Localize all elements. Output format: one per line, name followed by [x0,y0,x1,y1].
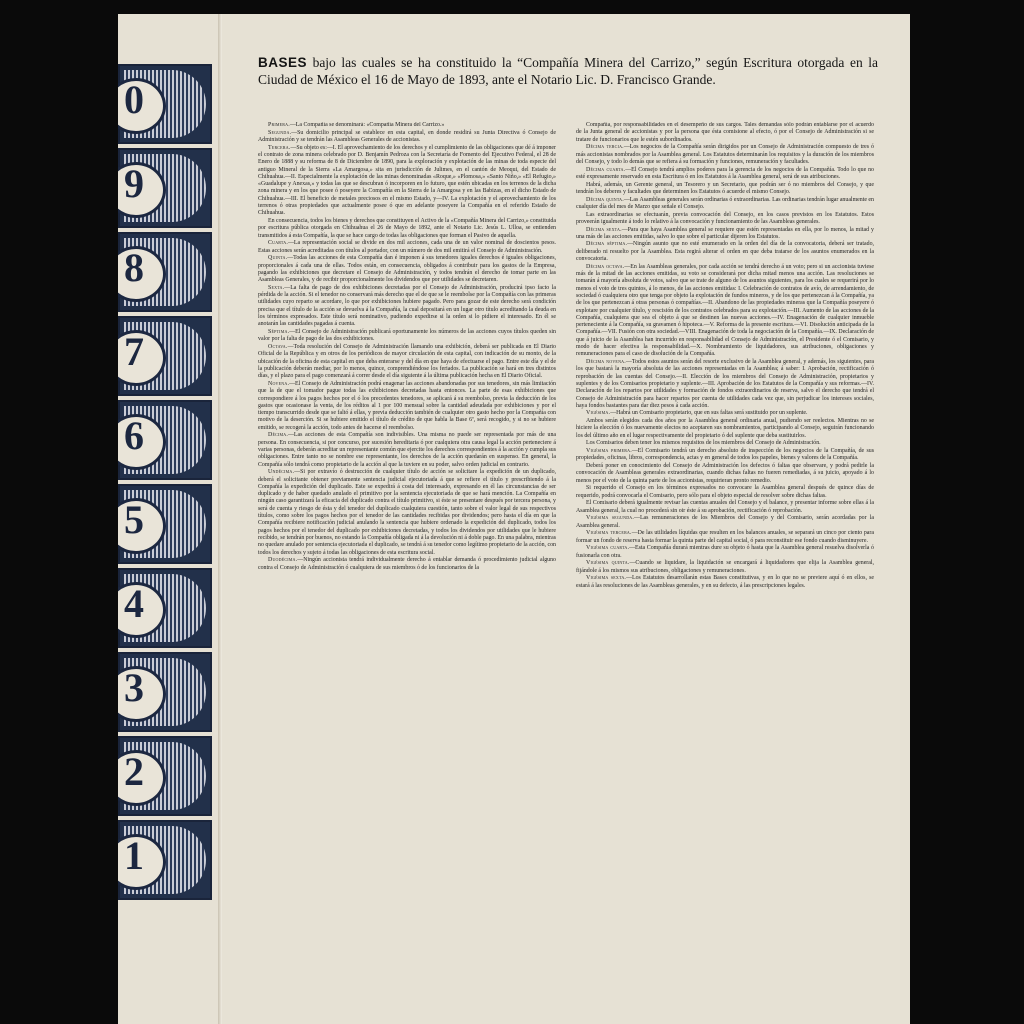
clause-paragraph [576,264,874,359]
clause-heading: Décima novena. [586,359,626,366]
clause-heading: Segunda. [268,129,292,136]
clause-text: —Los negocios de la Compañía serán dirigidos por un Consejo de Administración compuesto de tres ó más accionistas nombrados por la Asamblea general. Los Estatutos determinarán los requisitos y la duración de los miembros del Consejo, y todo lo demás que se refiera á su formación y funciones, remuneración y facultades. [576,144,874,165]
clause-heading: Décima octava. [586,263,625,270]
clause-text: —Habrá un Comisario propietario, que en sus faltas será sustituido por un suplente. [610,410,808,417]
coupon-0 [118,64,212,144]
clause-heading: Décima séptima. [586,241,628,248]
clause-heading: Tercera. [268,144,291,151]
clause-paragraph [576,530,874,545]
document-title [258,54,878,88]
coupon-6 [118,400,212,480]
clause-text: —Para que haya Asamblea general se requiere que estén representadas en ella, por lo menos, la mitad y una más de las acciones emitidas, salvo lo que sobre el particular dijeren los Estatutos. [576,226,874,240]
clause-paragraph [576,197,874,212]
clause-paragraph [258,240,556,255]
clause-paragraph [576,440,874,447]
clause-text: Deberá poner en conocimiento del Consejo de Administración los defectos ó faltas que observare, y podrá pedirle la convocación de Asambleas generales extraordinarias, cuando dichas faltas no fueren remediadas, á su juicio, apoyado á lo menos por el voto de la quinta parte de los accionistas, requirieran pronto remedio. [576,463,874,484]
clause-paragraph [576,545,874,560]
clause-heading: Vigésima cuarta. [586,545,630,552]
coupon-number: 4 [124,581,144,626]
clause-text: —Las Asambleas generales serán ordinarias ó extraordinarias. Las ordinarias tendrán lugar anualmente en cualquier día del mes de Marzo que señale el Consejo. [576,196,874,210]
clause-text: —La falta de pago de dos exhibiciones decretadas por el Consejo de Administración, producirá ipso facto la pérdida de la acción. Si el tenedor no conservará más derecho que el de que se le reembolse por la Compañía con las primeras utilidades cuyo reparto se acordare, lo que por exhibiciones hubiere pagado. Pero para gozar de este derecho será condición precisa que el título de la acción se devuelva á la Compañía, la cual depositará en un lugar otro título acreditando la deuda en los términos expresados. Este título será nominativo, pudiendo expedirse si la orden si lo pidiere el interesado. En él se anotarán las cantidades pagadas á cuenta. [258,284,556,328]
clause-paragraph [576,500,874,515]
clause-paragraph [258,218,556,240]
coupon-number: 6 [124,413,144,458]
clause-paragraph [576,122,874,144]
paper-fold [218,14,222,1024]
clause-text: —Toda resolución del Consejo de Administración llamando una exhibición, deberá ser publicada en El Diario Oficial de la República y en otros de los periódicos de mayor circulación de esta capital, con indicación de su monto, de la ubicación de la oficina de esta capital en que deba enterarse y del día en que haya de efectuarse el pago. Entre este día y el de la publicación deberán mediar, por lo menos, quince, comprendiéndose los feriados. La publicación se hará en tres distintos días, y el plazo para el pago comenzará á correr desde el día siguiente á la última publicación hecha en El Diario Oficial. [258,344,556,380]
clause-text: —El Consejo tendrá amplios poderes para la gerencia de los negocios de la Compañía. Todo lo que no esté expresamente reservado en esta Escritura ó en los Estatutos á la Asamblea general, será de sus atribuciones. [576,166,874,180]
clause-text: En consecuencia, todos los bienes y derechos que constituyen el Activo de la «Compañía Minera del Carrizo,» constituida por escritura pública otorgada en Chihuahua el 26 de Mayo de 1892, ante el Notario Lic. Jesús L. Ulloa, se entienden transmitidos á esta Compañía, la que se hace cargo de todas las obligaciones que forman el Pasivo de aquella. [258,218,556,239]
clause-text: —Los Estatutos desarrollarán estas Bases constitutivas, y en lo que no se previere aquí ó en ellos, se estará á las resoluciones de las Asambleas generales, y en su defecto, á las prescripciones legales. [576,575,874,589]
clause-heading: Décima tercia. [586,144,624,151]
clause-heading: Vigésima segunda. [586,515,635,522]
clause-paragraph [576,515,874,530]
coupon-number: 7 [124,329,144,374]
clause-text: Habrá, además, un Gerente general, un Tesorero y un Secretario, que podrán ser ó no miembros del Consejo, y que tendrán los deberes y facultades que determinen los Estatutos ó acuerde el mismo Consejo. [576,181,874,195]
clause-text: Ambos serán elegidos cada dos años por la Asamblea general ordinaria anual, pudiendo ser reelectos. Mientras no se hiciere la elección ó los nuevamente electos no aceptaren sus nombramientos, participando al Consejo, seguirán funcionando los del último año en el lugar respectivamente del propietario ó del suplente que deba sustituirlos. [576,418,874,439]
clause-heading: Décima sexta. [586,226,622,233]
left-text-column [258,122,556,1002]
clause-heading: Séptima. [268,329,290,336]
clause-text: —Si por extravío ó destrucción de cualquier título de acción se solicitare la expedición de un duplicado, deberá el solicitante obtener previamente sentencia judicial ejecutoriada á que se refiere el título y prescribiendo á la Compañía la expedición del duplicado. Este se expedirá á costa del interesado, expresando en él las circunstancias de ser duplicado y de haber quedado anulado el primitivo por la sentencia ejecutoriada de que se hará mención. La Compañía en ningún caso garantizará la eficacia del duplicado contra el título primitivo, si éste se presentare después por tercera persona, y será de cuenta y riesgo de ésta y del tenedor del duplicado cualquiera cuestión, tanto sobre el valor legal de sus respectivos títulos, como sobre los pagos hechos por el tenedor de las cantidades recibidas por dividendos; pero hasta el día en que la Compañía recibiere notificación judicial anulando la sentencia que hubiere ordenado la expedición del duplicado, todos los pagos hechos por el tenedor del duplicado por exhibiciones decretadas, y todos los dividendos por utilidades que le hubiere recibido, se tendrán por buenos, no estando la Compañía obligada ni á la devolución ni á doble pago. En una palabra, mientras no quedare anulado por sentencia ejecutoriada el duplicado, se tendrá á su tenedor como legítimo propietario de la acción, con todos los derechos y sujeto á todas las obligaciones de esta escritura social. [258,469,556,556]
clause-text: —Todas las acciones de esta Compañía dan é imponen á sus tenedores iguales derechos é iguales obligaciones, proporcionales á cada una de ellas. Todos están, en consecuencia, obligados á contribuir para los gastos de la Empresa, pagando las exhibiciones que decretare el Consejo de Administración, y todos tendrán el derecho de tomar parte en las Asambleas Generales, y de recibir proporcionalmente los dividendos que por utilidades se decretaren. [258,255,556,284]
clause-text: —La representación social se divide en dos mil acciones, cada una de un valor nominal de doscientos pesos. Estas acciones serán acreditadas con títulos al portador, con un número de dos mil emitirá el Consejo de Administración. [258,240,556,254]
clause-paragraph [258,432,556,468]
clause-paragraph [258,122,556,129]
clause-heading: Décima. [268,432,289,439]
clause-text: —Las acciones de esta Compañía son indivisibles. Una misma no puede ser representada por más de una persona. En consecuencia, si por concurso, por sucesión hereditaria ó por cualquiera otra causa legal la acción perteneciere á varias personas, deberán acreditar un representante común que ejercite los derechos correspondientes á la acción y cumpla sus obligaciones. Entre tanto no se nombre ese representante, los derechos de la acción quedarán en suspenso. En general, la Compañía sólo tendrá como propietario de la acción al que la tuviere en su poder, salvo orden judicial en contrario. [258,432,556,468]
clause-heading: Novena. [268,380,290,387]
clause-heading: Vigésima. [586,410,611,417]
coupon-number: 5 [124,497,144,542]
right-text-column [576,122,874,1002]
clause-text: Los Comisarios deben tener los mismos requisitos de los miembros del Consejo de Administración. [586,440,821,447]
clause-paragraph [576,410,874,417]
clause-text: —El Comisario tendrá un derecho absoluto de inspección de los negocios de la Compañía, de sus propiedades, oficinas, libros, correspondencia, actas y en general de todos los papeles, bienes y valores de la Compañía. [576,448,874,462]
clause-paragraph [576,560,874,575]
coupon-1 [118,820,212,900]
coupon-number: 9 [124,161,144,206]
clause-text: —Cuando se liquidare, la liquidación se encargará á liquidadores que elija la Asamblea general, fijándole á los mismos sus atribuciones, obligaciones y remuneraciones. [576,560,874,574]
coupon-number: 3 [124,665,144,710]
clause-text: Compañía, por responsabilidades en el desempeño de sus cargos. Tales demandas sólo podrán entablarse por el acuerdo de la Junta general de accionistas y por la persona que ésta comisione al efecto, ó por el Consejo de Administración si se tratare de funcionarios que le estén subordinados. [576,122,874,143]
coupon-2 [118,736,212,816]
clause-paragraph [258,285,556,329]
clause-text: —Todos estos asuntos serán del resorte exclusivo de la Asamblea general, y además, los siguientes, para los que bastará la mayoría absoluta de las acciones representadas en la Asamblea; á saber: I. Aprobación, rectificación ó reprobación de las cuentas del Consejo.—II. Elección de los miembros del Consejo de Administración, propietarios y suplentes y de los Comisarios propietario y suplente.—III. Aprobación de los Estatutos de la Compañía y sus reformas.—IV. Declaración de los repartos por utilidades y formación de fondos extraordinarios de reserva, salvo el derecho que tendrá el Consejo de Administración para hacer repartos por cuenta de utilidades cada vez que, sin perjudicar los intereses sociales, haya fondos bastantes para dar diez pesos á cada acción. [576,359,874,409]
clause-heading: Sexta. [268,284,285,291]
clause-paragraph [576,575,874,590]
clause-text: —El Consejo de Administración podrá enagenar las acciones abandonadas por sus tenedores, sin más limitación que la de que el tomador pague todas las exhibiciones decretadas hasta entonces. La parte de esas exhibiciones que correspondiere á los pagos hechos por el ó los precedentes tenedores, se aplicará á su reembolso, previa la deducción de los gastos que ocasionase la venta, de los réditos al 1 por 100 mensual sobre la cantidad adeudada por exhibiciones y por el tiempo transcurrido desde que se faltó á ellas, y previa deducción también de cualquier otro gasto hecho por la Compañía con motivo de la deserción. Si se hubiere emitido el título de crédito de que habla la Base 6ª, será recogido, y si no se hubiere emitido, se recogerá la acción, todo antes de hacerse el reembolso. [258,380,556,431]
clause-paragraph [576,448,874,463]
clause-text: —Su objeto es:—I. El aprovechamiento de los derechos y el cumplimiento de las obligaciones que dé á imponer el contrato de zona minera celebrado por D. Benjamín Pedroza con la Secretaría de Fomento del Ejecutivo Federal, el 28 de Enero de 1888 y su reforma de 8 de Diciembre de 1890, para la exploración y explotación de las minas de toda especie del antiguo Mineral de la Sierra «La Amargosa,» sita en jurisdicción de Julimes, en el cantón de Meoqui, del Estado de Chihuahua.—II. Especialmente la explotación de las minas denominadas «Roque,» «Plomosa,» «Santo Niño,» «El Refugio,» «Guadalupe y Anexas,» y todas las que se descubran ó incorporen en lo futuro, que estén ubicadas en los terrenos de la dicha zona minera y en los que posee ó poseyere la Compañía en la Sierra de la Amargosa y en las Babizas, en el dicho Estado de Chihuahua.—III. El beneficio de metales preciosos en el mismo Estado, y—IV. La explotación y el aprovechamiento de los terrenos ó otras propiedades que actualmente posee ó que en adelante poseyere la Compañía en el referido Estado de Chihuahua. [258,144,556,217]
clause-heading: Vigésima quinta. [586,560,630,567]
coupon-number: 1 [124,833,144,878]
clause-text: —Esta Compañía durará mientras dure su objeto ó hasta que la Asamblea general resuelva disolverla ó fusionarla con otra. [576,545,874,559]
title-lead: BASES [258,55,308,70]
clause-paragraph [258,329,556,344]
clause-paragraph [258,145,556,218]
coupon-8 [118,232,212,312]
clause-text: —Las remuneraciones de los Miembros del Consejo y del Comisario, serán acordadas por la Asamblea general. [576,515,874,529]
coupon-5 [118,484,212,564]
clause-text: —En las Asambleas generales, por cada acción se tendrá derecho á un voto; pero si un accionista tuviese más de la mitad de las acciones emitidas, su voto se considerará por dicha mitad menos una acción. Las resoluciones se tomarán á mayoría absoluta de votos, salvo que se trate de alguno de los asuntos siguientes, para los cuales se requerirá por lo menos el voto de tres quintos, á lo menos, de las acciones emitidas: I. Celebración de contratos de avío, de arrendamiento, de sociedad ó cualquiera otro que tenga por objeto la explotación de fundos mineros, y de los que pertenezcan á la Compañía, ya de los que pertenezcan á otras personas ó compañías.—II. Abandono de las propiedades mineras que la Compañía poseyere ó explotare por cualquier título, y rescisión de los contratos celebrados para su explotación.—III. Aumento de las acciones de la Compañía, cualquiera que sea el objeto á que se destinen las nuevas acciones.—IV. Enagenación de cualquier inmueble perteneciente á la Compañía, su gravamen ó hipoteca.—V. Reforma de la presente escritura.—VI. Disolución anticipada de la Compañía.—VII. Fusión con otra sociedad.—VIII. Enagenación de toda la negociación de la Compañía.—IX. Declaración de que á juicio de la Asamblea han incurrido en responsabilidad el Consejo de Administración, el Presidente ó el Comisario, y modo de hacer efectiva la responsabilidad.—X. Nombramiento de liquidadores, sus atribuciones, obligaciones y remuneraciones para el caso de disolución de la Compañía. [576,263,874,358]
coupon-number: 2 [124,749,144,794]
clause-paragraph [576,144,874,166]
clause-heading: Cuarta. [268,240,289,247]
clause-paragraph [258,130,556,145]
title-text: bajo las cuales se ha constituido la “Compañía Minera del Carrizo,” según Escritura otorgada en la Ciudad de México el 16 de Mayo de 1893, ante el Notario Lic. D. Francisco Grande. [258,55,878,87]
clause-paragraph [258,557,556,572]
clause-heading: Undécima. [268,469,295,476]
coupon-number: 0 [124,77,144,122]
clause-text: —La Compañía se denominará: «Compañía Minera del Carrizo.» [289,122,445,128]
coupon-number: 8 [124,245,144,290]
clause-paragraph [576,463,874,485]
clause-heading: Primera. [268,122,290,128]
clause-text: —El Consejo de Administración publicará oportunamente los números de las acciones cuyos títulos queden sin valor por la falta de pago de las dos exhibiciones. [258,329,556,343]
clause-text: Si requerido el Consejo en los términos expresados no convocare la Asamblea general después de quince días de requerido, podrá convocarla el Comisario, pero sólo para el objeto especial de resolver sobre dichas faltas. [576,485,874,499]
clause-paragraph [258,381,556,432]
clause-text: —Ningún accionista tendrá individualmente derecho á entablar demanda ó procedimiento judicial alguno contra el Consejo de Administración ó cualquiera de sus miembros ó de los funcionarios de la [258,557,556,571]
coupon-strip [118,54,216,944]
coupon-4 [118,568,212,648]
clause-paragraph [576,167,874,182]
clause-paragraph [576,418,874,440]
clause-paragraph [576,485,874,500]
share-certificate-sheet [118,14,910,1024]
clause-heading: Octava. [268,344,288,351]
clause-paragraph [258,469,556,557]
clause-heading: Vigésima sexta. [586,575,627,582]
clause-text: —De las utilidades líquidas que resulten en los balances anuales, se separará un cinco por ciento para formar un fondo de reserva hasta formar la quinta parte del capital social, ó para reconstituir ese fondo cuando disminuyere. [576,530,874,544]
clause-paragraph [258,255,556,284]
clause-paragraph [576,212,874,227]
clause-heading: Vigésima tercera. [586,530,632,537]
clause-text: Las extraordinarias se efectuarán, previa convocación del Consejo, en los casos previstos en los Estatutos. Estos proveerán igualmente á todo lo relativo á la convocación y funcionamiento de las Asambleas generales. [576,211,874,225]
clause-paragraph [576,241,874,263]
clause-heading: Duodécima. [268,557,298,564]
clause-paragraph [576,359,874,410]
clause-text: —Ningún asunto que no esté enumerado en la orden del día de la convocatoria, deberá ser tratado, deliberado ni resuelto por la Asamblea. Esta regirá alterar el orden en que deba tratarse de los asuntos enumerados en la convocatoria. [576,241,874,263]
clause-heading: Décima cuarta. [586,166,626,173]
clause-heading: Vigésima primera. [586,448,632,455]
coupon-7 [118,316,212,396]
clause-paragraph [258,344,556,380]
clause-paragraph [576,182,874,197]
clause-text: —Su domicilio principal se establece en esta capital, en donde residirá su Junta Directiva ó Consejo de Administración y se tendrán las Asambleas Generales de accionistas. [258,129,556,143]
clause-text: El Comisario deberá igualmente revisar las cuentas anuales del Consejo y el balance, y presentar informe sobre ellas á la Asamblea general, la cual no procederá sin oir éste á su aprobación, rectificación ó reprobación. [576,500,874,514]
coupon-9 [118,148,212,228]
clause-heading: Décima quinta. [586,196,624,203]
coupon-3 [118,652,212,732]
clause-heading: Quinta. [268,255,288,262]
clause-paragraph [576,227,874,242]
